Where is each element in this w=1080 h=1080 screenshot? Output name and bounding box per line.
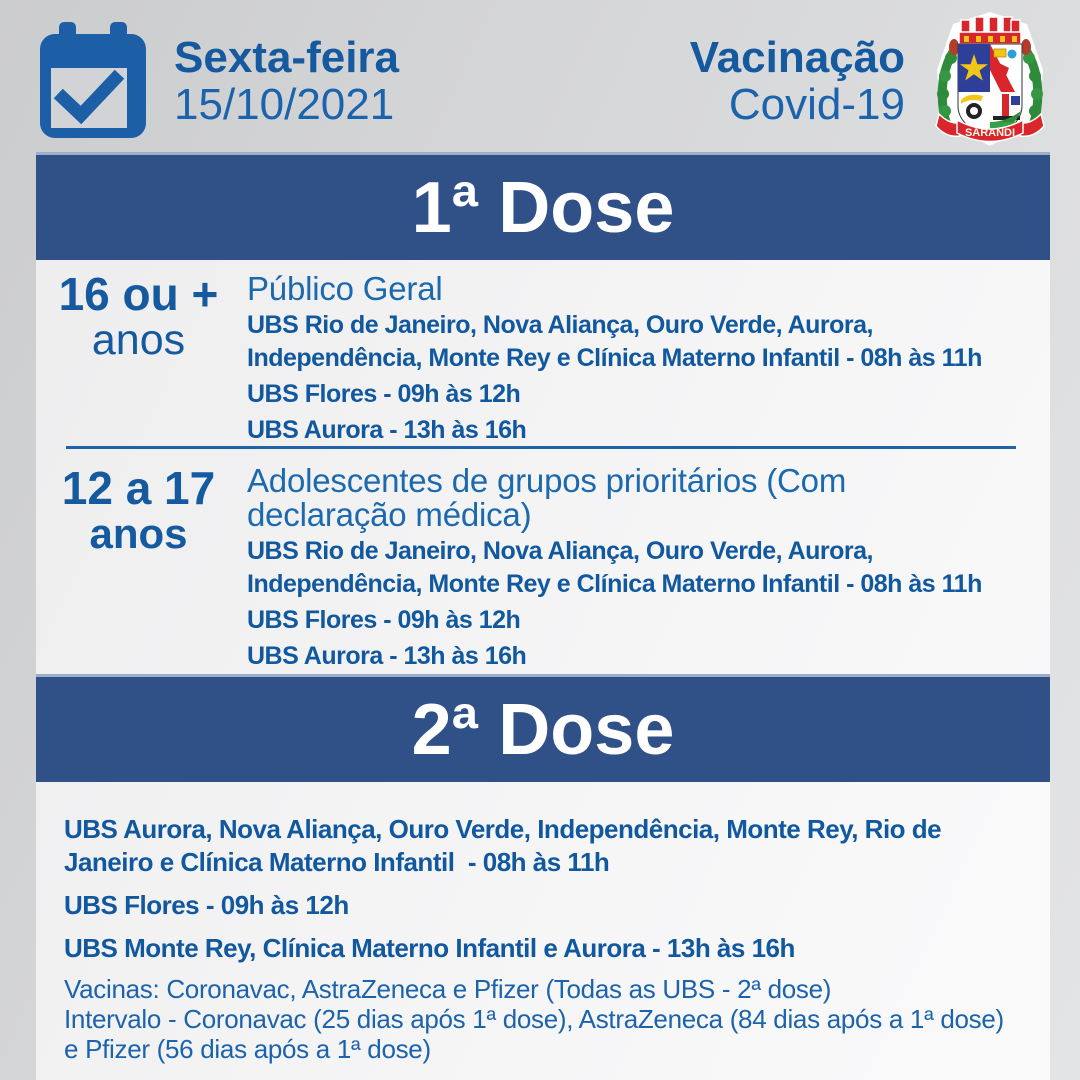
poster-subtitle: Covid-19 [728,80,905,129]
schedule-entry [64,889,1050,922]
age-group-16-plus [36,260,1050,447]
weekday-label: Sexta-feira [174,33,400,82]
schedule-entry [247,604,1050,637]
section-divider [66,446,1016,449]
schedule-entry [247,535,1050,601]
schedule-line: UBS Flores - 09h às 12h [247,606,521,634]
schedule-column [241,260,1050,447]
age-range-label: 12 a 17 [61,462,216,514]
schedule-line: UBS Monte Rey, Clínica Materno Infantil e Aurora - 13h às 16h [64,933,795,963]
age-unit-label: anos [91,316,186,364]
schedule-line: UBS Rio de Janeiro, Nova Aliança, Ouro Verde, Aurora, [247,537,873,565]
schedule-line: Janeiro e Clínica Materno Infantil - 08h às 11h [64,847,610,877]
dose2-banner-title: 2ª Dose [411,689,675,770]
note-line: Vacinas: Coronavac, AstraZeneca e Pfizer (Todas as UBS - 2ª dose) [64,974,832,1004]
group-title: Público Geral [247,270,443,307]
schedule-entry [247,414,1050,447]
age-column [36,260,241,447]
group-title: Adolescentes de grupos prioritários (Com declaração médica) [247,462,847,533]
age-unit-label: anos [89,510,188,557]
crest-motto: SARANDI [964,127,1016,139]
date-label: 15/10/2021 [174,80,395,129]
header [0,0,1080,152]
schedule-entry [247,640,1050,673]
schedule-line: Independência, Monte Rey e Clínica Materno Infantil - 08h às 11h [247,344,982,372]
schedule-line: UBS Flores - 09h às 12h [247,380,521,408]
dose1-banner-title: 1ª Dose [411,167,675,248]
calendar-check-icon [38,22,148,140]
schedule-column [241,452,1050,673]
age-range-label: 16 ou + [58,268,219,320]
schedule-line: UBS Flores - 09h às 12h [64,890,349,920]
vaccine-notes [36,974,1050,1064]
title-block [690,34,905,128]
age-column [36,452,241,673]
schedule-line: UBS Aurora, Nova Aliança, Ouro Verde, Independência, Monte Rey, Rio de [64,814,942,844]
schedule-entry [247,378,1050,411]
schedule-entry [247,309,1050,375]
note-line: Intervalo - Coronavac (25 dias após 1ª dose), AstraZeneca (84 dias após a 1ª dose) [64,1004,1004,1034]
schedule-line: Independência, Monte Rey e Clínica Materno Infantil - 08h às 11h [247,570,982,598]
sarandi-city-crest-icon [931,10,1049,148]
schedule-line: UBS Aurora - 13h às 16h [247,642,527,670]
note-line: e Pfizer (56 dias após a 1ª dose) [64,1034,431,1064]
schedule-line: UBS Rio de Janeiro, Nova Aliança, Ouro Verde, Aurora, [247,311,873,339]
dose2-banner [36,674,1050,782]
content-panel [36,152,1050,1080]
age-group-12-17 [36,452,1050,673]
date-block [174,34,399,128]
dose2-schedule [36,797,1050,965]
schedule-line: UBS Aurora - 13h às 16h [247,416,527,444]
poster-title: Vacinação [689,33,905,82]
schedule-entry [64,932,1050,965]
schedule-entry [64,813,1050,879]
dose1-banner [36,152,1050,260]
